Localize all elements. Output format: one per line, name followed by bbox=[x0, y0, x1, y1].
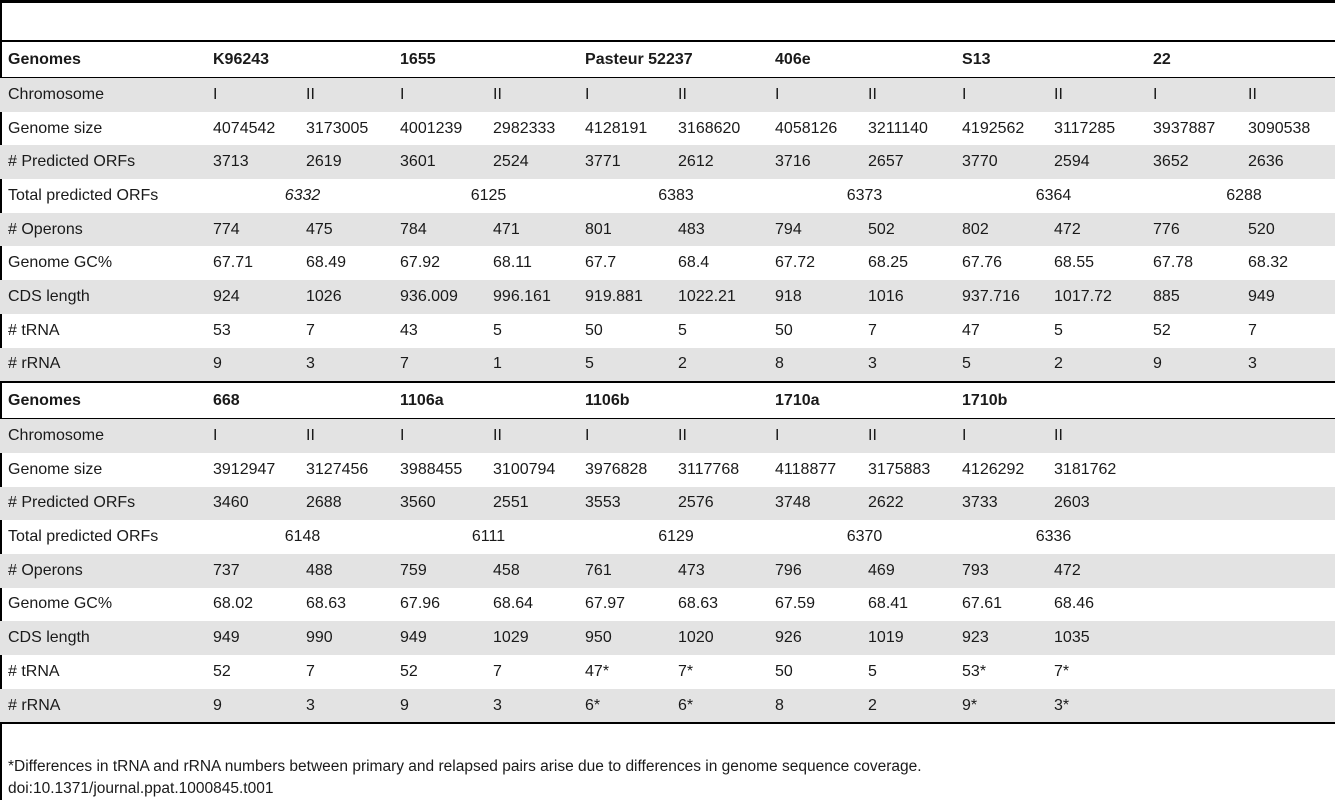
table-cell: 483 bbox=[670, 213, 767, 247]
table-cell: 3771 bbox=[577, 145, 670, 179]
table-cell: 990 bbox=[298, 621, 392, 655]
table-cell: 801 bbox=[577, 213, 670, 247]
table-cell: 5 bbox=[1054, 321, 1063, 339]
header-label: Genomes bbox=[0, 382, 205, 419]
table-cell: 924 bbox=[205, 280, 298, 314]
table-cell: 3976828 bbox=[585, 460, 648, 478]
genome-name: 1710b bbox=[954, 382, 1145, 419]
table-cell: 9 bbox=[1145, 348, 1240, 383]
table-cell: 67.92 bbox=[400, 254, 441, 272]
table-cell: 1 bbox=[485, 348, 577, 383]
total-cell bbox=[1145, 520, 1335, 554]
table-cell: II bbox=[670, 419, 767, 453]
table-cell: 2688 bbox=[298, 487, 392, 521]
genome-name: S13 bbox=[954, 41, 1145, 78]
table-cell: II bbox=[1046, 419, 1145, 453]
table-cell: 43 bbox=[400, 321, 418, 339]
table-cell: 3 bbox=[485, 689, 577, 724]
table-cell: 68.4 bbox=[678, 254, 710, 272]
genome-name: Pasteur 52237 bbox=[577, 41, 767, 78]
table-cell: 67.78 bbox=[1153, 254, 1194, 272]
table-row bbox=[0, 145, 1335, 179]
table-cell: 502 bbox=[860, 213, 954, 247]
table-row bbox=[0, 112, 1335, 146]
table-cell: I bbox=[954, 419, 1046, 453]
table-cell: 53 bbox=[213, 321, 231, 339]
table-footnote bbox=[8, 756, 922, 800]
table-cell bbox=[1145, 621, 1240, 655]
table-cell: 9 bbox=[205, 689, 298, 724]
top-rule bbox=[0, 0, 1335, 3]
row-label: # rRNA bbox=[0, 348, 205, 383]
table-cell: 3733 bbox=[954, 487, 1046, 521]
footnote-text: *Differences in tRNA and rRNA numbers between primary and relapsed pairs arise due to differences in genome sequence coverage. bbox=[8, 758, 922, 775]
table-cell: 3716 bbox=[767, 145, 860, 179]
table-cell: 1035 bbox=[1046, 621, 1145, 655]
table-cell: 2982333 bbox=[493, 119, 556, 137]
row-label: Chromosome bbox=[0, 419, 205, 453]
table-cell: 802 bbox=[954, 213, 1046, 247]
row-label: # tRNA bbox=[8, 321, 60, 339]
row-label: # Predicted ORFs bbox=[0, 487, 205, 521]
row-label: CDS length bbox=[0, 280, 205, 314]
row-label: # Predicted ORFs bbox=[0, 145, 205, 179]
table-cell: 50 bbox=[775, 662, 793, 680]
genome-name: 1106b bbox=[577, 382, 767, 419]
table-cell: 3601 bbox=[392, 145, 485, 179]
table-cell: 52 bbox=[213, 662, 231, 680]
table-cell: 1029 bbox=[485, 621, 577, 655]
header-label: Genomes bbox=[0, 41, 205, 78]
table-cell: 949 bbox=[205, 621, 298, 655]
table-row bbox=[0, 348, 1335, 383]
table-row bbox=[0, 246, 1335, 280]
table-cell: 3117768 bbox=[678, 460, 740, 478]
table-cell bbox=[1145, 655, 1240, 689]
table-cell: 5 bbox=[577, 348, 670, 383]
table-cell: 67.97 bbox=[585, 595, 626, 613]
table-cell: 7 bbox=[306, 662, 315, 680]
table-cell: 7 bbox=[306, 321, 315, 339]
table-cell: 761 bbox=[577, 554, 670, 588]
table-cell: 3181762 bbox=[1054, 460, 1117, 478]
table-cell bbox=[1240, 689, 1335, 724]
table-cell: 3937887 bbox=[1153, 119, 1216, 137]
table-cell: 475 bbox=[298, 213, 392, 247]
table-cell: II bbox=[1046, 78, 1145, 112]
total-cell: 6364 bbox=[1035, 186, 1072, 204]
table-row bbox=[0, 621, 1335, 655]
total-cell: 6336 bbox=[1035, 528, 1072, 546]
table-cell: II bbox=[485, 419, 577, 453]
table-row bbox=[0, 213, 1335, 247]
table-cell bbox=[1145, 554, 1240, 588]
table-cell: 949 bbox=[392, 621, 485, 655]
table-cell: 5 bbox=[493, 321, 502, 339]
total-cell: 6332 bbox=[284, 186, 321, 204]
table-cell bbox=[1145, 588, 1240, 622]
table-cell: 2636 bbox=[1240, 145, 1335, 179]
table-cell: 1022.21 bbox=[670, 280, 767, 314]
table-cell bbox=[1240, 453, 1335, 487]
table-cell: 7 bbox=[392, 348, 485, 383]
table-cell: 2 bbox=[860, 689, 954, 724]
total-cell: 6373 bbox=[846, 186, 883, 204]
table-cell: 2603 bbox=[1046, 487, 1145, 521]
table-cell: 68.63 bbox=[306, 595, 347, 613]
table-cell: 67.59 bbox=[775, 595, 816, 613]
total-cell: 6129 bbox=[658, 528, 694, 546]
table-cell: 68.32 bbox=[1248, 254, 1289, 272]
table-row bbox=[0, 280, 1335, 314]
table-cell: I bbox=[392, 78, 485, 112]
table-cell: 3912947 bbox=[213, 460, 276, 478]
table-cell: 4058126 bbox=[775, 119, 838, 137]
table-cell: 67.7 bbox=[585, 254, 617, 272]
table-cell: 759 bbox=[392, 554, 485, 588]
table-cell: I bbox=[205, 78, 298, 112]
table-cell: 885 bbox=[1145, 280, 1240, 314]
table-cell: II bbox=[670, 78, 767, 112]
row-label: Total predicted ORFs bbox=[8, 186, 159, 204]
table-cell: 2576 bbox=[670, 487, 767, 521]
total-cell: 6148 bbox=[284, 528, 321, 546]
table-cell: 2551 bbox=[485, 487, 577, 521]
table-cell: 796 bbox=[767, 554, 860, 588]
table-cell: 1019 bbox=[860, 621, 954, 655]
table-row bbox=[0, 520, 1335, 554]
table-row bbox=[0, 78, 1335, 112]
table-cell: 8 bbox=[767, 348, 860, 383]
table-cell: 3560 bbox=[392, 487, 485, 521]
table-cell: 6* bbox=[670, 689, 767, 724]
table-cell: 68.46 bbox=[1054, 595, 1095, 613]
row-label: # rRNA bbox=[0, 689, 205, 724]
table-cell: 7* bbox=[678, 662, 694, 680]
table-cell: I bbox=[205, 419, 298, 453]
genome-header-row bbox=[0, 382, 1335, 419]
total-cell: 6370 bbox=[846, 528, 883, 546]
genome-name bbox=[1145, 382, 1335, 419]
genome-header-row bbox=[0, 41, 1335, 78]
table-body bbox=[0, 41, 1335, 723]
table-cell: 737 bbox=[205, 554, 298, 588]
table-cell: 520 bbox=[1240, 213, 1335, 247]
table-cell bbox=[1145, 419, 1240, 453]
doi-text: doi:10.1371/journal.ppat.1000845.t001 bbox=[8, 780, 274, 797]
table-cell: 5 bbox=[868, 662, 877, 680]
table-cell: 3988455 bbox=[400, 460, 463, 478]
table-cell: 1026 bbox=[298, 280, 392, 314]
genome-name: 1106a bbox=[392, 382, 577, 419]
table-cell: 2622 bbox=[860, 487, 954, 521]
table-cell bbox=[1145, 487, 1240, 521]
table-cell: 794 bbox=[767, 213, 860, 247]
genome-table bbox=[0, 40, 1335, 724]
row-label: Total predicted ORFs bbox=[8, 528, 159, 546]
table-cell: 4118877 bbox=[775, 460, 837, 478]
table-cell: 949 bbox=[1240, 280, 1335, 314]
table-cell: 4126292 bbox=[962, 460, 1025, 478]
table-cell: 996.161 bbox=[485, 280, 577, 314]
table-row bbox=[0, 554, 1335, 588]
table-cell: 926 bbox=[767, 621, 860, 655]
row-label: Genome size bbox=[8, 119, 103, 137]
genome-name: 406e bbox=[767, 41, 954, 78]
table-cell: 3553 bbox=[577, 487, 670, 521]
table-cell: 3127456 bbox=[306, 460, 369, 478]
table-cell: 3748 bbox=[767, 487, 860, 521]
table-cell: 3175883 bbox=[868, 460, 931, 478]
total-cell: 6125 bbox=[470, 186, 507, 204]
table-cell: 3173005 bbox=[306, 119, 369, 137]
table-cell: 9* bbox=[954, 689, 1046, 724]
table-cell: 950 bbox=[577, 621, 670, 655]
table-row bbox=[0, 487, 1335, 521]
table-cell: I bbox=[1145, 78, 1240, 112]
table-cell: 47* bbox=[585, 662, 610, 680]
table-cell: 923 bbox=[954, 621, 1046, 655]
table-cell: 5 bbox=[954, 348, 1046, 383]
table-cell: I bbox=[767, 78, 860, 112]
table-cell: 47 bbox=[962, 321, 980, 339]
genome-name: 22 bbox=[1145, 41, 1335, 78]
table-row bbox=[0, 179, 1335, 213]
total-cell: 6288 bbox=[1226, 186, 1262, 204]
table-row bbox=[0, 314, 1335, 348]
table-cell: 2524 bbox=[485, 145, 577, 179]
row-label: CDS length bbox=[0, 621, 205, 655]
table-cell: I bbox=[577, 78, 670, 112]
table-cell: 9 bbox=[392, 689, 485, 724]
table-cell: 50 bbox=[585, 321, 603, 339]
table-cell: 3 bbox=[1240, 348, 1335, 383]
table-cell: 1016 bbox=[860, 280, 954, 314]
table-cell: I bbox=[392, 419, 485, 453]
table-cell: 776 bbox=[1145, 213, 1240, 247]
table-cell: 3770 bbox=[954, 145, 1046, 179]
table-cell: 3090538 bbox=[1248, 119, 1311, 137]
table-cell: 68.55 bbox=[1054, 254, 1095, 272]
table-cell: 68.49 bbox=[306, 254, 347, 272]
table-cell: 3460 bbox=[205, 487, 298, 521]
table-cell bbox=[1145, 689, 1240, 724]
table-cell: 793 bbox=[954, 554, 1046, 588]
table-cell: 68.02 bbox=[213, 595, 254, 613]
table-cell: 67.71 bbox=[213, 254, 254, 272]
table-cell: 473 bbox=[670, 554, 767, 588]
table-cell: II bbox=[298, 419, 392, 453]
row-label: Genome size bbox=[8, 460, 103, 478]
table-row bbox=[0, 655, 1335, 689]
table-cell bbox=[1240, 487, 1335, 521]
table-cell: II bbox=[860, 419, 954, 453]
table-cell: 52 bbox=[1153, 321, 1171, 339]
table-cell bbox=[1240, 554, 1335, 588]
table-row bbox=[0, 453, 1335, 487]
table-cell: 67.96 bbox=[400, 595, 441, 613]
table-cell: 1017.72 bbox=[1046, 280, 1145, 314]
total-cell: 6383 bbox=[658, 186, 694, 204]
table-cell: 3 bbox=[298, 348, 392, 383]
table-cell: 784 bbox=[392, 213, 485, 247]
table-cell bbox=[1240, 655, 1335, 689]
table-cell: I bbox=[767, 419, 860, 453]
table-cell bbox=[1240, 588, 1335, 622]
table-cell: 68.63 bbox=[678, 595, 719, 613]
table-cell: 7 bbox=[1248, 321, 1257, 339]
table-cell: 2657 bbox=[860, 145, 954, 179]
table-cell: 2612 bbox=[670, 145, 767, 179]
row-label: Genome GC% bbox=[8, 595, 113, 613]
table-cell: 67.61 bbox=[962, 595, 1003, 613]
table-row bbox=[0, 588, 1335, 622]
table-cell: 937.716 bbox=[954, 280, 1046, 314]
table-cell: 67.76 bbox=[962, 254, 1003, 272]
table-cell: 472 bbox=[1046, 213, 1145, 247]
table-cell: 6* bbox=[577, 689, 670, 724]
genome-name: 1710a bbox=[767, 382, 954, 419]
table-cell bbox=[1240, 621, 1335, 655]
table-cell: II bbox=[860, 78, 954, 112]
row-label: # tRNA bbox=[8, 662, 60, 680]
table-cell: 471 bbox=[485, 213, 577, 247]
table-cell: II bbox=[485, 78, 577, 112]
table-row bbox=[0, 689, 1335, 724]
table-cell: 53* bbox=[962, 662, 987, 680]
table-cell: 3 bbox=[298, 689, 392, 724]
table-cell: 68.25 bbox=[868, 254, 909, 272]
table-cell: 918 bbox=[767, 280, 860, 314]
table-cell: I bbox=[954, 78, 1046, 112]
table-cell: 50 bbox=[775, 321, 793, 339]
table-cell: 2 bbox=[1046, 348, 1145, 383]
table-cell: 52 bbox=[400, 662, 418, 680]
table-cell: 9 bbox=[205, 348, 298, 383]
table-cell: 3* bbox=[1046, 689, 1145, 724]
table-cell: II bbox=[1240, 78, 1335, 112]
table-cell bbox=[1240, 419, 1335, 453]
table-cell: 3211140 bbox=[868, 119, 928, 137]
table-cell: 4074542 bbox=[213, 119, 276, 137]
table-cell: 3 bbox=[860, 348, 954, 383]
table-cell: 488 bbox=[298, 554, 392, 588]
table-cell: 7 bbox=[493, 662, 502, 680]
row-label: Chromosome bbox=[0, 78, 205, 112]
row-label: # Operons bbox=[0, 213, 205, 247]
table-cell: 936.009 bbox=[392, 280, 485, 314]
table-row bbox=[0, 419, 1335, 453]
table-cell: II bbox=[298, 78, 392, 112]
table-cell: 4001239 bbox=[400, 119, 463, 137]
table-cell: 7* bbox=[1054, 662, 1070, 680]
table-cell: 3713 bbox=[205, 145, 298, 179]
table-cell bbox=[1145, 453, 1240, 487]
table-cell: 3168620 bbox=[678, 119, 741, 137]
table-cell: 68.64 bbox=[493, 595, 534, 613]
table-cell: 8 bbox=[767, 689, 860, 724]
genome-name: K96243 bbox=[205, 41, 392, 78]
table-cell: I bbox=[577, 419, 670, 453]
table-cell: 2594 bbox=[1046, 145, 1145, 179]
table-cell: 2619 bbox=[298, 145, 392, 179]
table-cell: 68.41 bbox=[868, 595, 909, 613]
table-cell: 7 bbox=[868, 321, 877, 339]
table-cell: 5 bbox=[678, 321, 687, 339]
table-cell: 458 bbox=[485, 554, 577, 588]
table-cell: 4192562 bbox=[962, 119, 1025, 137]
genome-name: 668 bbox=[205, 382, 392, 419]
table-cell: 1020 bbox=[670, 621, 767, 655]
table-cell: 3117285 bbox=[1054, 119, 1116, 137]
table-cell: 4128191 bbox=[585, 119, 648, 137]
table-cell: 67.72 bbox=[775, 254, 816, 272]
table-cell: 2 bbox=[670, 348, 767, 383]
row-label: Genome GC% bbox=[8, 254, 113, 272]
table-cell: 3652 bbox=[1145, 145, 1240, 179]
total-cell: 6111 bbox=[471, 528, 506, 546]
table-cell: 68.11 bbox=[493, 254, 532, 272]
genome-name: 1655 bbox=[392, 41, 577, 78]
table-cell: 472 bbox=[1046, 554, 1145, 588]
table-cell: 774 bbox=[205, 213, 298, 247]
table-cell: 469 bbox=[860, 554, 954, 588]
table-cell: 3100794 bbox=[493, 460, 556, 478]
table-cell: 919.881 bbox=[577, 280, 670, 314]
row-label: # Operons bbox=[0, 554, 205, 588]
